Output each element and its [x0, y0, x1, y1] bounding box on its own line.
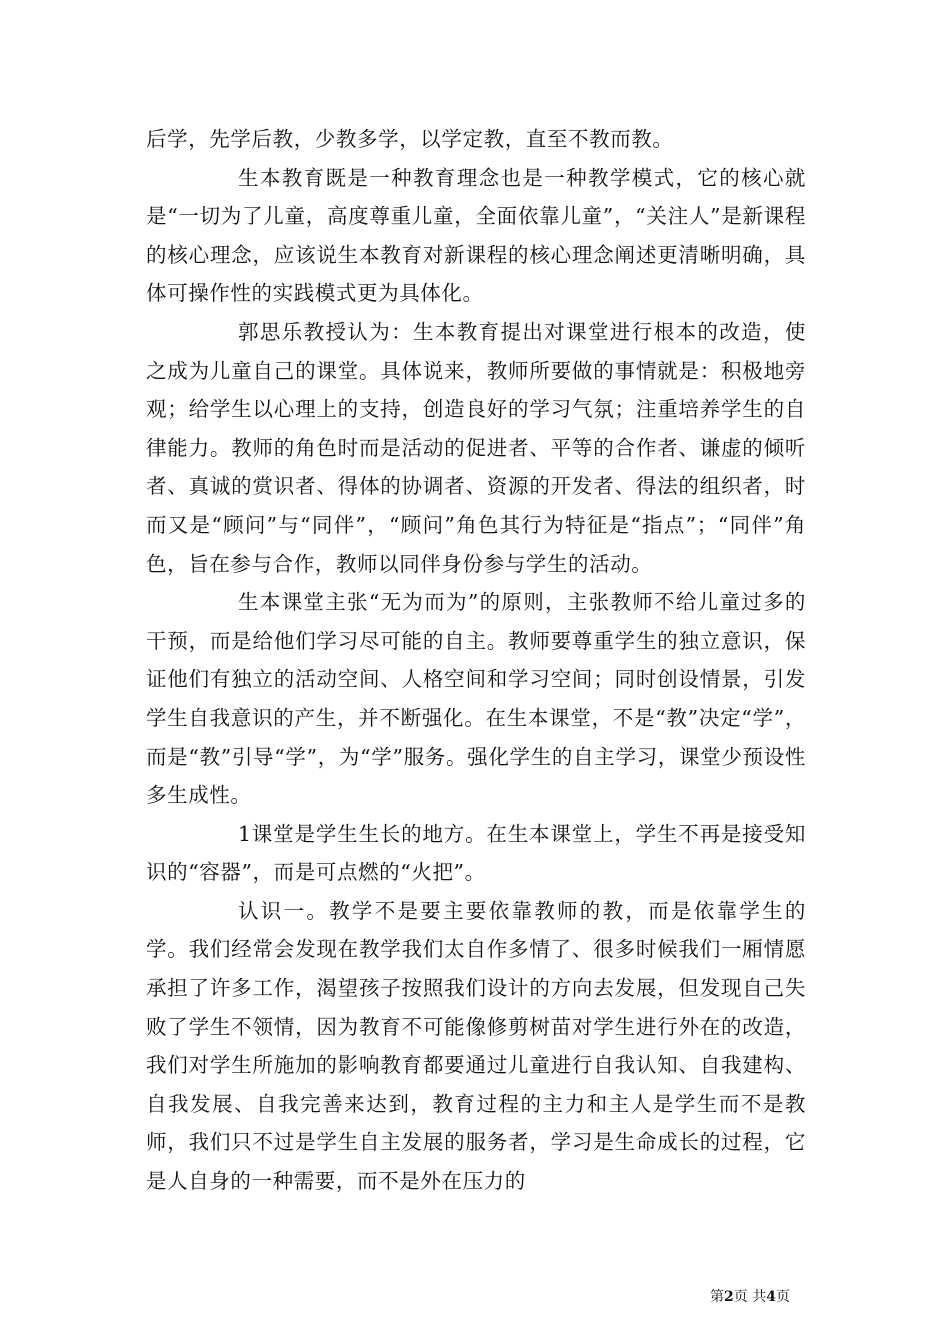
paragraph: 生本教育既是一种教育理念也是一种教学模式，它的核心就是“一切为了儿童，高度尊重儿童，全面依靠儿童”，“关注人”是新课程的核心理念，应该说生本教育对新课程的核心理念阐述更清晰明确，具体可操作性的实践模式更为具体化。: [146, 165, 806, 306]
page-current: 2: [724, 1289, 734, 1305]
page-total: 4: [766, 1289, 776, 1305]
paragraph: 1课堂是学生生长的地方。在生本课堂上，学生不再是接受知识的“容器”，而是可点燃的“火把”。: [146, 821, 806, 885]
paragraph: 郭思乐教授认为：生本教育提出对课堂进行根本的改造，使之成为儿童自己的课堂。具体说来，教师所要做的事情就是：积极地旁观；给学生以心理上的支持，创造良好的学习气氛；注重培养学生的自律能力。教师的角色时而是活动的促进者、平等的合作者、谦虚的倾听者、真诚的赏识者、得体的协调者、资源的开发者、得法的组织者，时而又是“顾问”与“同伴”，“顾问”角色其行为特征是“指点”；“同伴”角色，旨在参与合作，教师以同伴身份参与学生的活动。: [146, 319, 806, 576]
paragraph: 后学，先学后教，少教多学，以学定教，直至不教而教。: [146, 127, 674, 151]
paragraph: 生本课堂主张“无为而为”的原则，主张教师不给儿童过多的干预，而是给他们学习尽可能的自主。教师要尊重学生的独立意识，保证他们有独立的活动空间、人格空间和学习空间；同时创设情景，引发学生自我意识的产生，并不断强化。在生本课堂，不是“教”决定“学”，而是“教”引导“学”，为“学”服务。强化学生的自主学习，课堂少预设性多生成性。: [146, 590, 806, 808]
document-body: [146, 120, 806, 1201]
page-middle: 页 共: [733, 1289, 767, 1305]
page-number-footer: [710, 1288, 820, 1306]
page-prefix: 第: [710, 1289, 724, 1305]
paragraph: 认识一。教学不是要主要依靠教师的教，而是依靠学生的学。我们经常会发现在教学我们太自作多情了、很多时候我们一厢情愿承担了许多工作，渴望孩子按照我们设计的方向去发展，但发现自己失败了学生不领情，因为教育不可能像修剪树苗对学生进行外在的改造，我们对学生所施加的影响教育都要通过儿童进行自我认知、自我建构、自我发展、自我完善来达到，教育过程的主力和主人是学生而不是教师，我们只不过是学生自主发展的服务者，学习是生命成长的过程，它是人自身的一种需要，而不是外在压力的: [146, 898, 806, 1194]
page-suffix: 页: [775, 1289, 790, 1305]
